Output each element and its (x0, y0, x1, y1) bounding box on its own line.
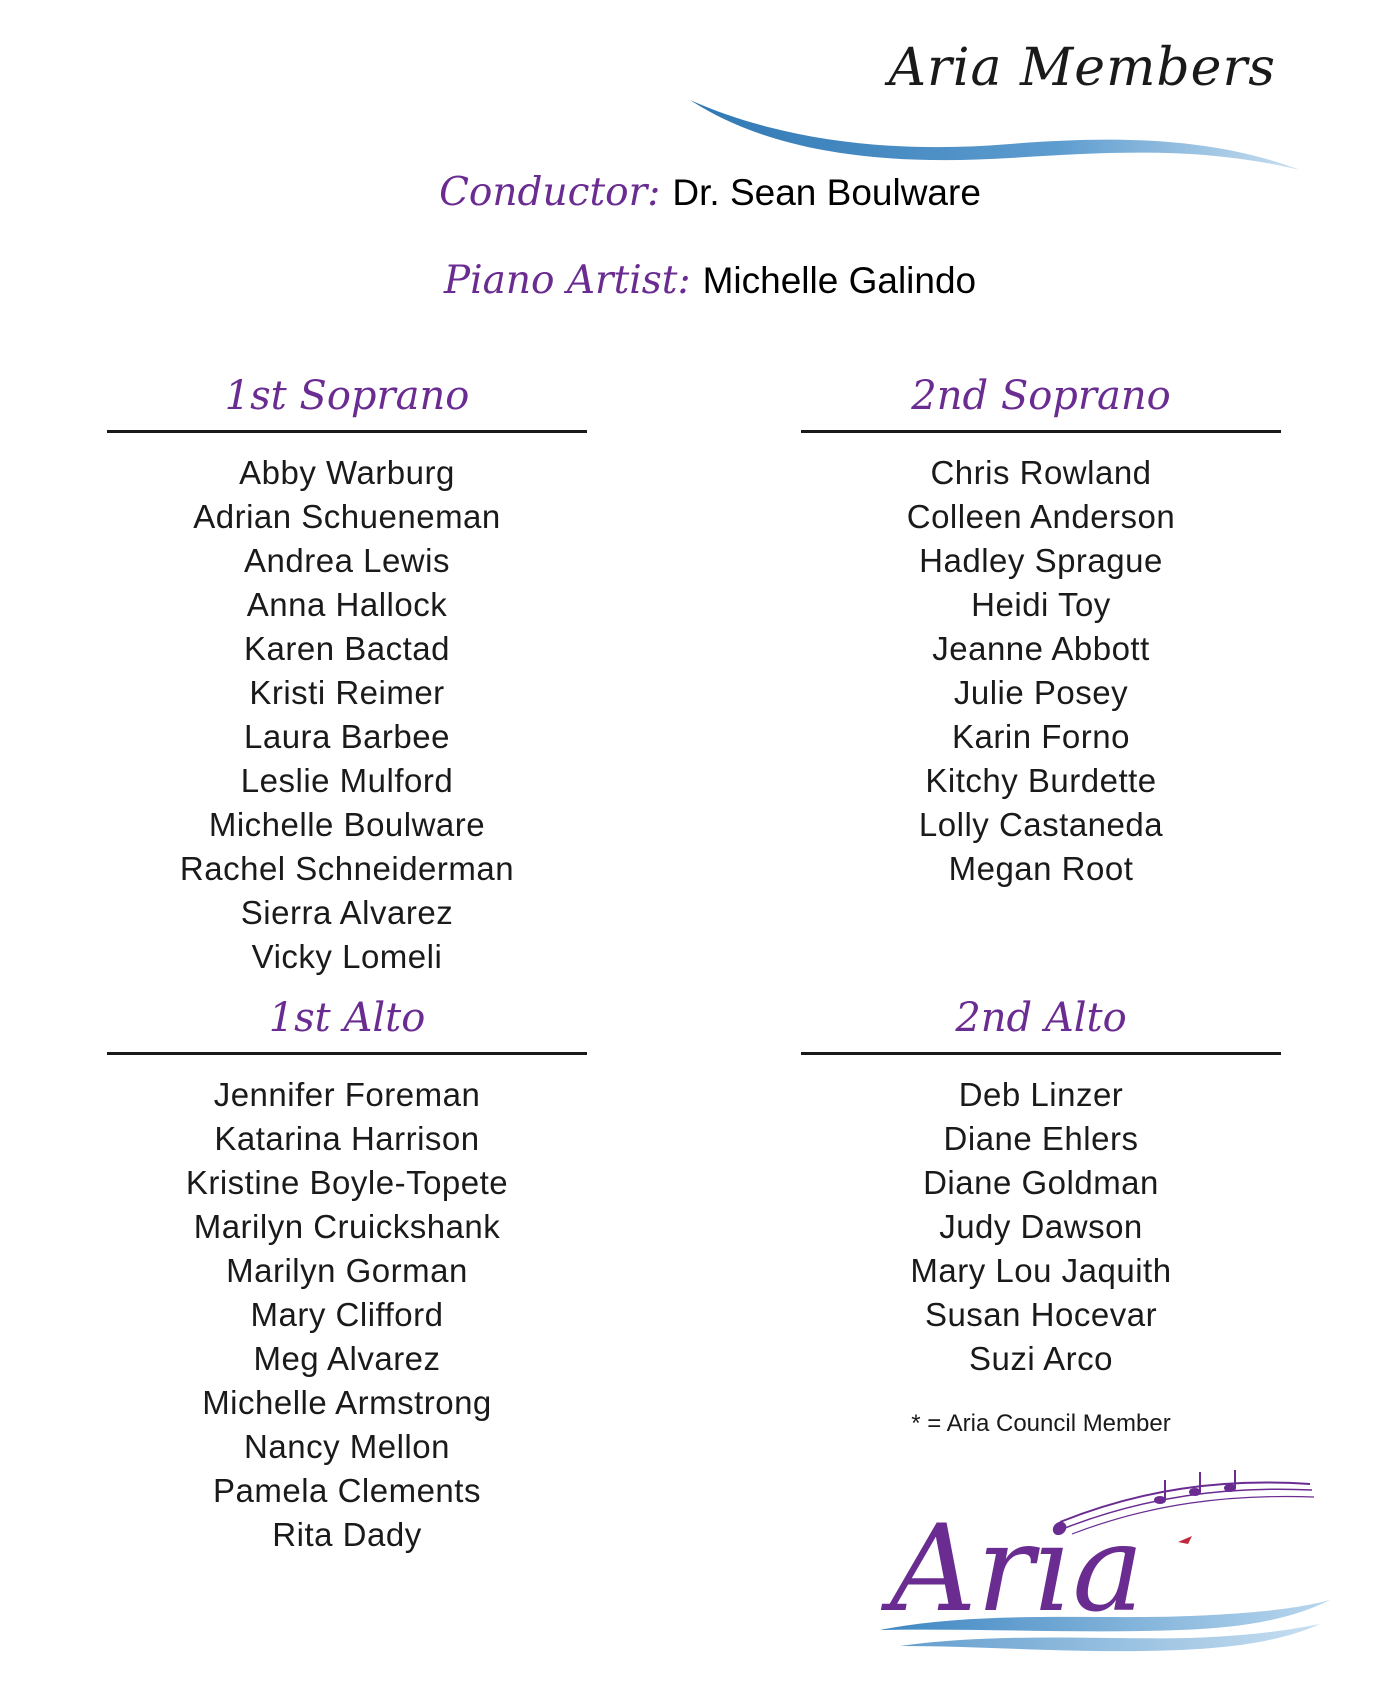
member-name: Rita Dady (272, 1516, 422, 1553)
member-name: Rachel Schneiderman (179, 850, 515, 887)
member-name: Nancy Mellon (244, 1428, 450, 1465)
page-title: Aria Members (888, 38, 1276, 98)
member-name: Vicky Lomeli (251, 938, 443, 975)
member-name: Mary Clifford (250, 1296, 444, 1333)
member-name: Adrian Schueneman (193, 498, 501, 535)
section-heading: 2nd Alto (955, 995, 1127, 1041)
member-name: Susan Hocevar (924, 1296, 1158, 1333)
section-heading: 1st Alto (268, 995, 426, 1041)
member-name: Heidi Toy (971, 586, 1111, 623)
section-divider (107, 430, 587, 433)
member-list (107, 451, 587, 979)
member-name: Suzi Arco (969, 1340, 1113, 1377)
member-name: Karen Bactad (244, 630, 450, 667)
member-name: Michelle Armstrong (202, 1384, 492, 1421)
member-name: Sierra Alvarez (240, 894, 454, 931)
section-second-soprano (801, 368, 1281, 891)
section-heading: 2nd Soprano (911, 373, 1171, 419)
member-name: Kristine Boyle-Topete (185, 1164, 509, 1201)
aria-logo (860, 1470, 1340, 1660)
member-name: Kitchy Burdette (925, 762, 1157, 799)
member-name: Andrea Lewis (244, 542, 450, 579)
conductor-line (0, 170, 1400, 215)
member-name: Colleen Anderson (906, 498, 1176, 535)
member-name: Meg Alvarez (253, 1340, 441, 1377)
member-name: Diane Ehlers (943, 1120, 1139, 1157)
conductor-name: Dr. Sean Boulware (672, 172, 981, 213)
member-list (107, 1073, 587, 1557)
member-name: Deb Linzer (958, 1076, 1124, 1113)
member-name: Anna Hallock (246, 586, 448, 623)
member-name: Jeanne Abbott (932, 630, 1150, 667)
member-name: Pamela Clements (213, 1472, 481, 1509)
section-divider (107, 1052, 587, 1055)
member-name: Mary Lou Jaquith (910, 1252, 1172, 1289)
section-first-soprano (107, 368, 587, 979)
member-name: Hadley Sprague (919, 542, 1163, 579)
member-name: Abby Warburg (239, 454, 455, 491)
member-list (801, 1073, 1281, 1381)
member-list (801, 451, 1281, 891)
piano-artist-line (0, 258, 1400, 303)
member-name: Diane Goldman (923, 1164, 1159, 1201)
piano-role-label: Piano Artist: (443, 258, 691, 303)
member-name: Katarina Harrison (214, 1120, 480, 1157)
member-name: Marilyn Gorman (226, 1252, 468, 1289)
member-name: Jennifer Foreman (213, 1076, 481, 1113)
member-name: Laura Barbee (244, 718, 450, 755)
section-heading: 1st Soprano (224, 373, 470, 419)
logo-wordmark: Aria (890, 1500, 1144, 1639)
title-swoosh-decoration (690, 92, 1300, 182)
member-name: Lolly Castaneda (918, 806, 1164, 843)
council-member-legend: * = Aria Council Member (911, 1410, 1171, 1437)
member-name: Kristi Reimer (249, 674, 445, 711)
section-divider (801, 1052, 1281, 1055)
member-name: Karin Forno (952, 718, 1130, 755)
member-name: Megan Root (948, 850, 1134, 887)
section-second-alto (801, 990, 1281, 1381)
member-name: Leslie Mulford (240, 762, 454, 799)
conductor-role-label: Conductor: (439, 170, 661, 215)
section-first-alto (107, 990, 587, 1557)
piano-artist-name: Michelle Galindo (702, 260, 977, 301)
member-name: Chris Rowland (930, 454, 1152, 491)
member-name: Julie Posey (953, 674, 1129, 711)
section-divider (801, 430, 1281, 433)
member-name: Michelle Boulware (208, 806, 486, 843)
member-name: Judy Dawson (939, 1208, 1143, 1245)
member-name: Marilyn Cruickshank (193, 1208, 501, 1245)
